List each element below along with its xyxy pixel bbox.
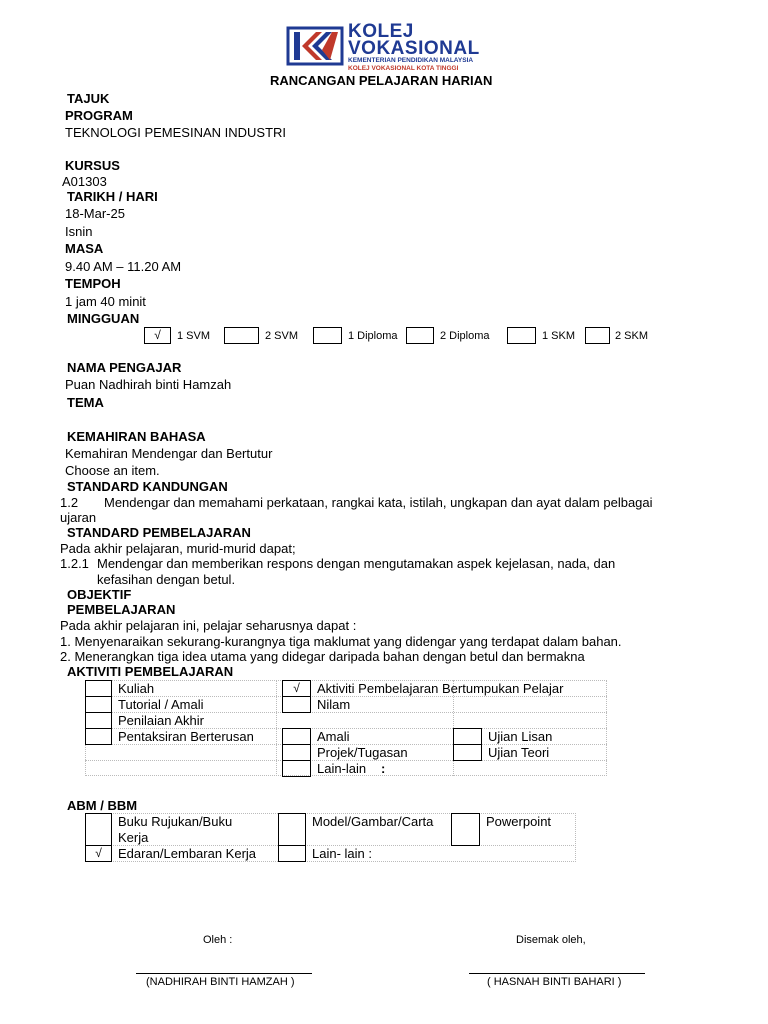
pengajar-value: Puan Nadhirah binti Hamzah (65, 377, 232, 392)
aktiviti-label-teori: Ujian Teori (488, 745, 550, 760)
aktiviti-label-lainlain: Lain-lain (317, 761, 367, 776)
aktiviti-checkbox-kuliah[interactable] (85, 680, 112, 697)
abm-checkbox-buku[interactable] (85, 813, 112, 846)
aktiviti-label-penilaian: Penilaian Akhir (118, 713, 204, 728)
abm-label-model: Model/Gambar/Carta (312, 814, 434, 829)
objektif-item-2: 2. Menerangkan tiga idea utama yang didegar daripada bahan dengan betul dan bermakna (60, 649, 585, 664)
pembelajaran-text-line2: kefasihan dengan betul. (97, 572, 236, 587)
mingguan-checkbox-1skm[interactable] (507, 327, 536, 344)
mingguan-checkbox-1diploma[interactable] (313, 327, 342, 344)
kandungan-text-line2: ujaran (60, 510, 97, 525)
program-value: TEKNOLOGI PEMESINAN INDUSTRI (65, 125, 287, 140)
pembelajaran-intro: Pada akhir pelajaran, murid-murid dapat; (60, 541, 296, 556)
abm-checkbox-lain[interactable] (278, 845, 306, 862)
aktiviti-checkbox-pentaksiran[interactable] (85, 728, 112, 745)
pengajar-label: NAMA PENGAJAR (67, 360, 182, 375)
mingguan-checkbox-2diploma[interactable] (406, 327, 434, 344)
program-label: PROGRAM (65, 108, 133, 123)
aktiviti-checkbox-tutorial[interactable] (85, 696, 112, 713)
kandungan-label: STANDARD KANDUNGAN (67, 479, 228, 494)
bahasa-choose-dropdown[interactable]: Choose an item. (65, 463, 160, 478)
abm-label-edaran: Edaran/Lembaran Kerja (118, 846, 257, 861)
mingguan-label-1skm: 1 SKM (542, 330, 576, 342)
pembelajaran-text-line1: Mendengar dan memberikan respons dengan mengutamakan aspek kejelasan, nada, dan (97, 556, 616, 571)
masa-value: 9.40 AM – 11.20 AM (65, 259, 182, 274)
abm-label-powerpoint: Powerpoint (486, 814, 552, 829)
abm-label-buku-line2: Kerja (118, 830, 149, 845)
signature-disemak-label: Disemak oleh, (516, 934, 586, 946)
abm-label: ABM / BBM (67, 798, 138, 813)
abm-checkbox-powerpoint[interactable] (451, 813, 480, 846)
mingguan-label-2diploma: 2 Diploma (440, 330, 490, 342)
objektif-label-line2: PEMBELAJARAN (67, 602, 176, 617)
tempoh-label: TEMPOH (65, 276, 121, 291)
aktiviti-label-projek: Projek/Tugasan (317, 745, 408, 760)
aktiviti-label-nilam: Nilam (317, 697, 351, 712)
logo-text-college: KOLEJ VOKASIONAL KOTA TINGGI (348, 65, 459, 72)
tarikh-value: 18-Mar-25 (65, 206, 125, 221)
aktiviti-label-amali: Amali (317, 729, 350, 744)
aktiviti-checkbox-amali[interactable] (282, 728, 311, 745)
objektif-item-1: 1. Menyenaraikan sekurang-kurangnya tiga maklumat yang didengar yang terdapat dalam bahan. (60, 634, 622, 649)
aktiviti-label-kuliah: Kuliah (118, 681, 155, 696)
aktiviti-label-tutorial: Tutorial / Amali (118, 697, 204, 712)
mingguan-label-2skm: 2 SKM (615, 330, 649, 342)
tajuk-label: TAJUK (67, 91, 110, 106)
mingguan-label: MINGGUAN (67, 311, 140, 326)
kandungan-number: 1.2 (60, 495, 79, 510)
kv-emblem-icon (286, 26, 344, 66)
mingguan-label-1svm: 1 SVM (177, 330, 211, 342)
pembelajaran-label: STANDARD PEMBELAJARAN (67, 525, 251, 540)
masa-label: MASA (65, 241, 104, 256)
kandungan-text-line1: Mendengar dan memahami perkataan, rangkai kata, istilah, ungkapan dan ayat dalam pelbagai (104, 495, 653, 510)
objektif-label-line1: OBJEKTIF (67, 587, 132, 602)
signature-name-1: (NADHIRAH BINTI HAMZAH ) (146, 976, 295, 988)
abm-checkbox-edaran[interactable]: √ (85, 845, 112, 862)
aktiviti-label-pentaksiran: Pentaksiran Berterusan (118, 729, 254, 744)
mingguan-checkbox-2skm[interactable] (585, 327, 610, 344)
signature-name-2: ( HASNAH BINTI BAHARI ) (487, 976, 622, 988)
aktiviti-checkbox-penilaian[interactable] (85, 712, 112, 729)
mingguan-checkbox-2svm[interactable] (224, 327, 259, 344)
aktiviti-label-lisan: Ujian Lisan (488, 729, 553, 744)
bahasa-value: Kemahiran Mendengar dan Bertutur (65, 446, 273, 461)
aktiviti-label-abp: Aktiviti Pembelajaran Bertumpukan Pelajar (317, 681, 564, 696)
hari-value: Isnin (65, 224, 93, 239)
kursus-label: KURSUS (65, 158, 120, 173)
college-logo (286, 22, 498, 72)
mingguan-checkbox-1svm[interactable]: √ (144, 327, 171, 344)
tempoh-value: 1 jam 40 minit (65, 294, 146, 309)
aktiviti-checkbox-teori[interactable] (453, 744, 482, 761)
abm-label-lain: Lain- lain : (312, 846, 372, 861)
abm-label-buku-line1: Buku Rujukan/Buku (118, 814, 233, 829)
aktiviti-checkbox-abp[interactable]: √ (282, 680, 311, 697)
mingguan-label-2svm: 2 SVM (265, 330, 299, 342)
aktiviti-checkbox-projek[interactable] (282, 744, 311, 761)
bahasa-label: KEMAHIRAN BAHASA (67, 429, 206, 444)
logo-text-kolej: KOLEJ (348, 21, 414, 42)
logo-text-vokasional: VOKASIONAL (348, 38, 480, 59)
aktiviti-lainlain-colon: : (381, 761, 386, 776)
aktiviti-checkbox-nilam[interactable] (282, 696, 311, 713)
tarikh-label: TARIKH / HARI (67, 189, 158, 204)
objektif-intro: Pada akhir pelajaran ini, pelajar seharusnya dapat : (60, 618, 357, 633)
signature-oleh-label: Oleh : (203, 934, 233, 946)
kursus-value: A01303 (62, 174, 107, 189)
document-title: RANCANGAN PELAJARAN HARIAN (270, 73, 493, 88)
abm-checkbox-model[interactable] (278, 813, 306, 846)
aktiviti-checkbox-lisan[interactable] (453, 728, 482, 745)
logo-text-ministry: KEMENTERIAN PENDIDIKAN MALAYSIA (348, 57, 474, 64)
mingguan-label-1diploma: 1 Diploma (348, 330, 398, 342)
aktiviti-checkbox-lainlain[interactable] (282, 760, 311, 777)
pembelajaran-number: 1.2.1 (60, 556, 89, 571)
aktiviti-label: AKTIVITI PEMBELAJARAN (67, 664, 234, 679)
tema-label: TEMA (67, 395, 104, 410)
